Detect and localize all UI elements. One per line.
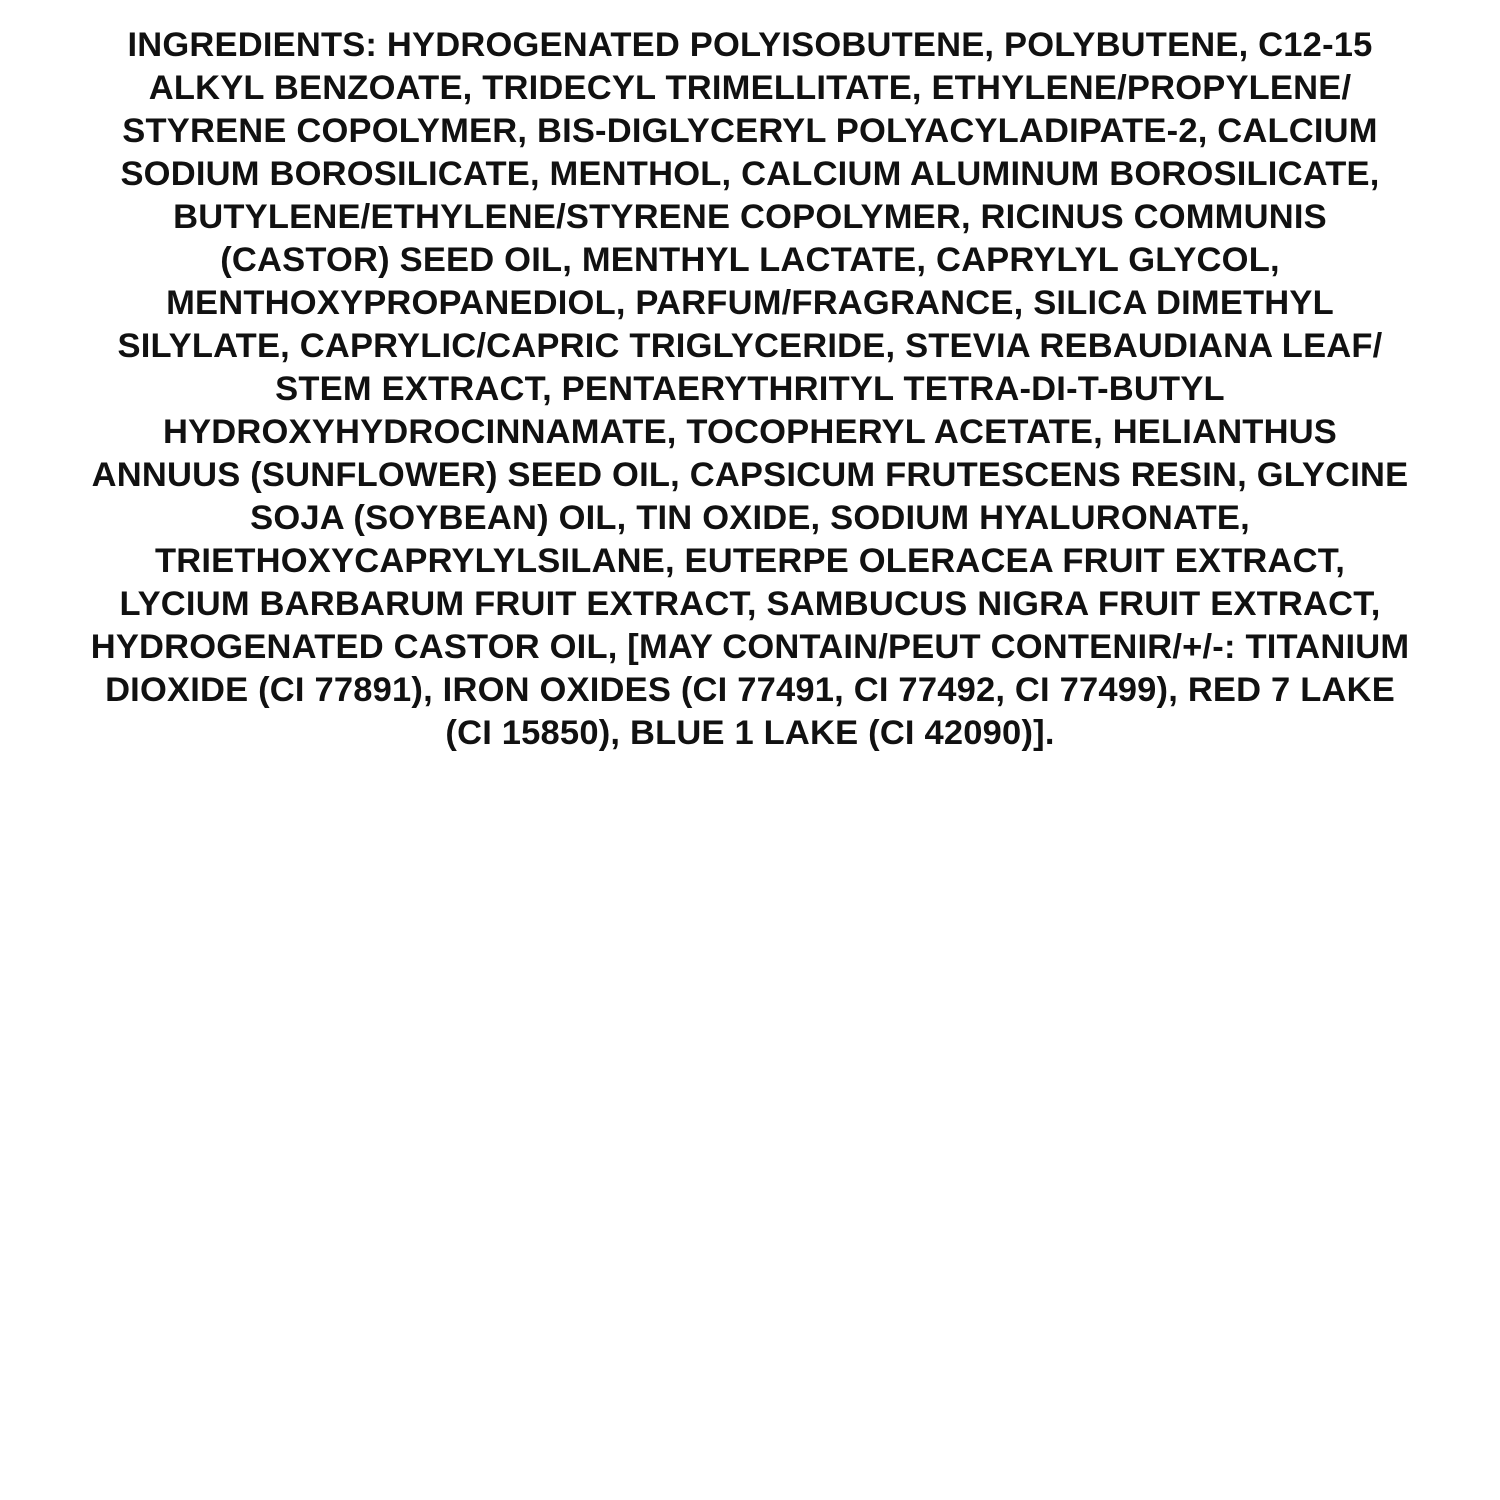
ingredients-line: TRIETHOXYCAPRYLYLSILANE, EUTERPE OLERACEA FRUIT EXTRACT, [154,542,1346,580]
ingredients-line: SILYLATE, CAPRYLIC/CAPRIC TRIGLYCERIDE, STEVIA REBAUDIANA LEAF/ [117,327,1383,365]
ingredients-line: HYDROXYHYDROCINNAMATE, TOCOPHERYL ACETATE, HELIANTHUS [162,413,1338,451]
ingredients-line: MENTHOXYPROPANEDIOL, PARFUM/FRAGRANCE, SILICA DIMETHYL [166,284,1334,322]
ingredients-line: ANNUUS (SUNFLOWER) SEED OIL, CAPSICUM FRUTESCENS RESIN, GLYCINE [91,456,1409,494]
ingredients-line: STEM EXTRACT, PENTAERYTHRITYL TETRA-DI-T-BUTYL [275,370,1225,408]
ingredients-line: DIOXIDE (CI 77891), IRON OXIDES (CI 77491, CI 77492, CI 77499), RED 7 LAKE [105,671,1395,709]
ingredients-line: (CI 15850), BLUE 1 LAKE (CI 42090)]. [445,714,1055,752]
ingredients-line: (CASTOR) SEED OIL, MENTHYL LACTATE, CAPRYLYL GLYCOL, [220,241,1280,279]
ingredients-line: INGREDIENTS: HYDROGENATED POLYISOBUTENE, POLYBUTENE, C12-15 [127,26,1373,64]
ingredients-list [0,24,1500,755]
ingredients-line: STYRENE COPOLYMER, BIS-DIGLYCERYL POLYACYLADIPATE-2, CALCIUM [122,112,1378,150]
ingredients-line: ALKYL BENZOATE, TRIDECYL TRIMELLITATE, ETHYLENE/PROPYLENE/ [148,69,1352,107]
ingredients-line: HYDROGENATED CASTOR OIL, [MAY CONTAIN/PEUT CONTENIR/+/-: TITANIUM [90,628,1410,666]
ingredients-line: SODIUM BOROSILICATE, MENTHOL, CALCIUM ALUMINUM BOROSILICATE, [120,155,1380,193]
ingredients-line: LYCIUM BARBARUM FRUIT EXTRACT, SAMBUCUS NIGRA FRUIT EXTRACT, [119,585,1381,623]
ingredients-line: BUTYLENE/ETHYLENE/STYRENE COPOLYMER, RICINUS COMMUNIS [173,198,1327,236]
ingredients-line: SOJA (SOYBEAN) OIL, TIN OXIDE, SODIUM HYALURONATE, [250,499,1250,537]
